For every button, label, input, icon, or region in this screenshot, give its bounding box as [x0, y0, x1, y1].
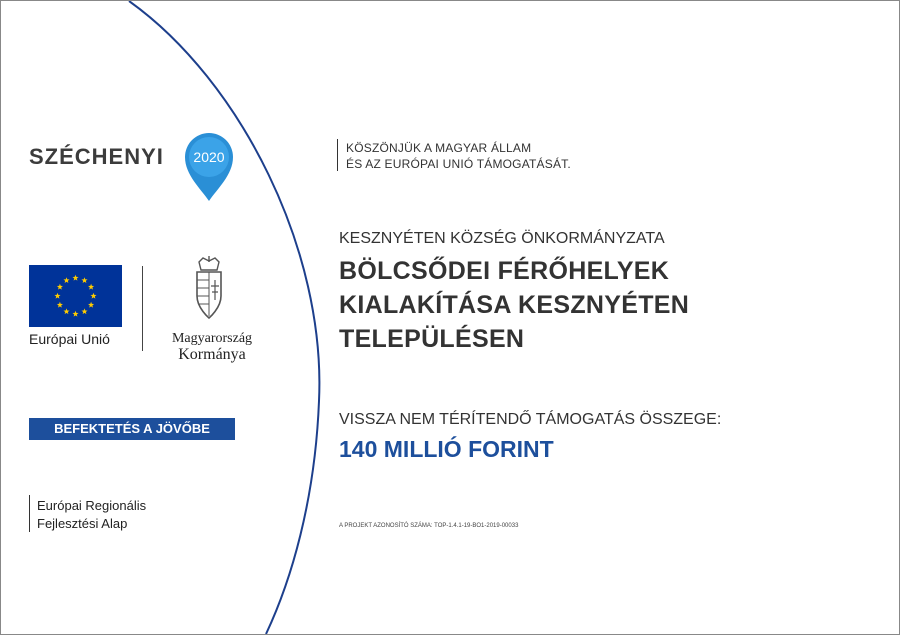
eu-star: [57, 284, 63, 290]
eu-star: [88, 284, 94, 290]
project-title-line3: TELEPÜLÉSEN: [339, 325, 525, 353]
project-title-line1: BÖLCSŐDEI FÉRŐHELYEK: [339, 257, 670, 285]
investment-banner: BEFEKTETÉS A JÖVŐBE: [29, 418, 235, 440]
fund-label: [37, 497, 146, 533]
thanks-rule: [337, 139, 338, 171]
grant-label: VISSZA NEM TÉRÍTENDŐ TÁMOGATÁS ÖSSZEGE:: [339, 411, 722, 428]
eu-label: Európai Unió: [29, 331, 110, 347]
eu-star: [72, 275, 78, 281]
eu-star: [88, 302, 94, 308]
eu-star: [90, 293, 96, 299]
szechenyi-logo-text: SZÉCHENYI: [29, 144, 164, 169]
fund-line2: Fejlesztési Alap: [37, 516, 128, 531]
hungarian-coat-of-arms-icon: [189, 256, 229, 322]
fund-rule: [29, 495, 30, 532]
government-label: [153, 331, 271, 363]
eu-star: [57, 302, 63, 308]
location-pin-icon: [181, 129, 237, 203]
eu-star: [81, 308, 87, 314]
thanks-line1: KÖSZÖNJÜK A MAGYAR ÁLLAM: [346, 141, 532, 155]
grant-amount: 140 MILLIÓ FORINT: [339, 436, 554, 462]
thanks-line2: ÉS AZ EURÓPAI UNIÓ TÁMOGATÁSÁT.: [346, 157, 571, 171]
eu-star: [63, 308, 69, 314]
thanks-text: [346, 140, 571, 172]
government-line2: Kormánya: [178, 346, 246, 363]
eu-star: [81, 277, 87, 283]
project-title-line2: KIALAKÍTÁSA KESZNYÉTEN: [339, 291, 690, 319]
eu-flag-icon: [29, 265, 122, 327]
logo-divider: [142, 266, 143, 351]
year-label: 2020: [193, 149, 225, 165]
fund-line1: Európai Regionális: [37, 498, 147, 513]
project-id: A PROJEKT AZONOSÍTÓ SZÁMA: TOP-1.4.1-19-BO1-2019-00033: [339, 523, 519, 529]
eu-star: [54, 293, 60, 299]
beneficiary-name: KESZNYÉTEN KÖZSÉG ÖNKORMÁNYZATA: [339, 230, 665, 247]
eu-star: [72, 311, 78, 317]
eu-star: [63, 277, 69, 283]
project-title: [339, 254, 689, 356]
eu-stars: [29, 265, 122, 327]
government-line1: Magyarország: [171, 331, 253, 346]
